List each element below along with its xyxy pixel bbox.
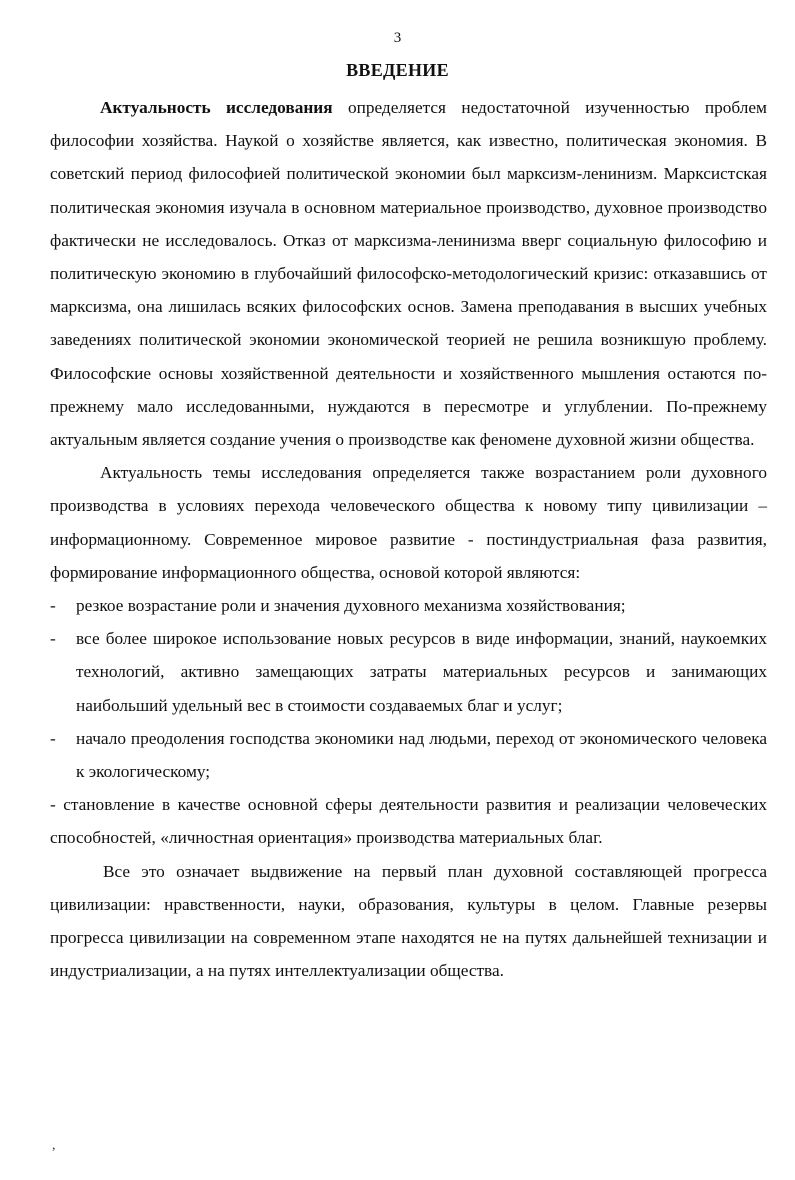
list-item: [50, 722, 767, 788]
section-heading: ВВЕДЕНИЕ: [346, 60, 449, 80]
stray-mark: ,: [52, 1138, 56, 1153]
paragraph-conclusion: Все это означает выдвижение на первый план духовной составляющей прогресса цивилизации: нравственности, науки, образования, культуры в целом. Главные резервы прогресса цивилизации на современном этапе находятся не на путях дальнейшей технизации и индустриализации, а на путях интеллектуализации общества.: [50, 861, 767, 981]
list-dash: -: [50, 629, 56, 649]
list-dash: -: [50, 596, 56, 616]
paragraph-relevance: [50, 91, 767, 456]
list-item-text: начало преодоления господства экономики над людьми, переход от экономического человека к экологическому;: [76, 728, 767, 782]
list-item-text: все более широкое использование новых ресурсов в виде информации, знаний, наукоемких технологий, активно замещающих затраты материальных ресурсов и занимающих наибольший удельный вес в стоимости создаваемых благ и услуг;: [76, 629, 767, 715]
paragraph-text: определяется недостаточной изученностью проблем философии хозяйства. Наукой о хозяйстве является, как известно, политическая экономия. В советский период философией политической экономии был марксизм-ленинизм. Марксистская политическая экономия изучала в основном материальное производство, духовное производство фактически не исследовалось. Отказ от марксизма-ленинизма вверг социальную философию и политическую экономию в глубочайший философско-методологический кризис: отказавшись от марксизма, она лишилась всяких философских основ. Замена преподавания в высших учебных заведениях политической экономии экономической теорией не решила возникшую проблему. Философские основы хозяйственной деятельности и хозяйственного мышления остаются по-прежнему мало исследованными, нуждаются в пересмотре и углублении. По-прежнему актуальным является создание учения о производстве как феномене духовной жизни общества.: [50, 98, 767, 450]
list-item-text: резкое возрастание роли и значения духовного механизма хозяйствования;: [76, 596, 626, 616]
list-item: [50, 589, 767, 622]
list-item: [50, 788, 767, 854]
dash-list: [50, 589, 767, 855]
paragraph-bold-lead: Актуальность исследования: [100, 98, 333, 117]
list-dash-inline: -: [50, 795, 56, 815]
paragraph-topic-relevance: Актуальность темы исследования определяется также возрастанием роли духовного производства в условиях перехода человеческого общества к новому типу цивилизации – информационному. Современное мировое развитие - постиндустриальная фаза развития, формирование информационного общества, основой которой являются:: [50, 463, 767, 582]
list-item-text: становление в качестве основной сферы деятельности развития и реализации человеческих способностей, «личностная ориентация» производства материальных благ.: [50, 795, 767, 848]
list-dash: -: [50, 728, 56, 748]
page-number: 3: [393, 30, 402, 46]
document-body: [50, 91, 767, 987]
list-item: [50, 622, 767, 722]
